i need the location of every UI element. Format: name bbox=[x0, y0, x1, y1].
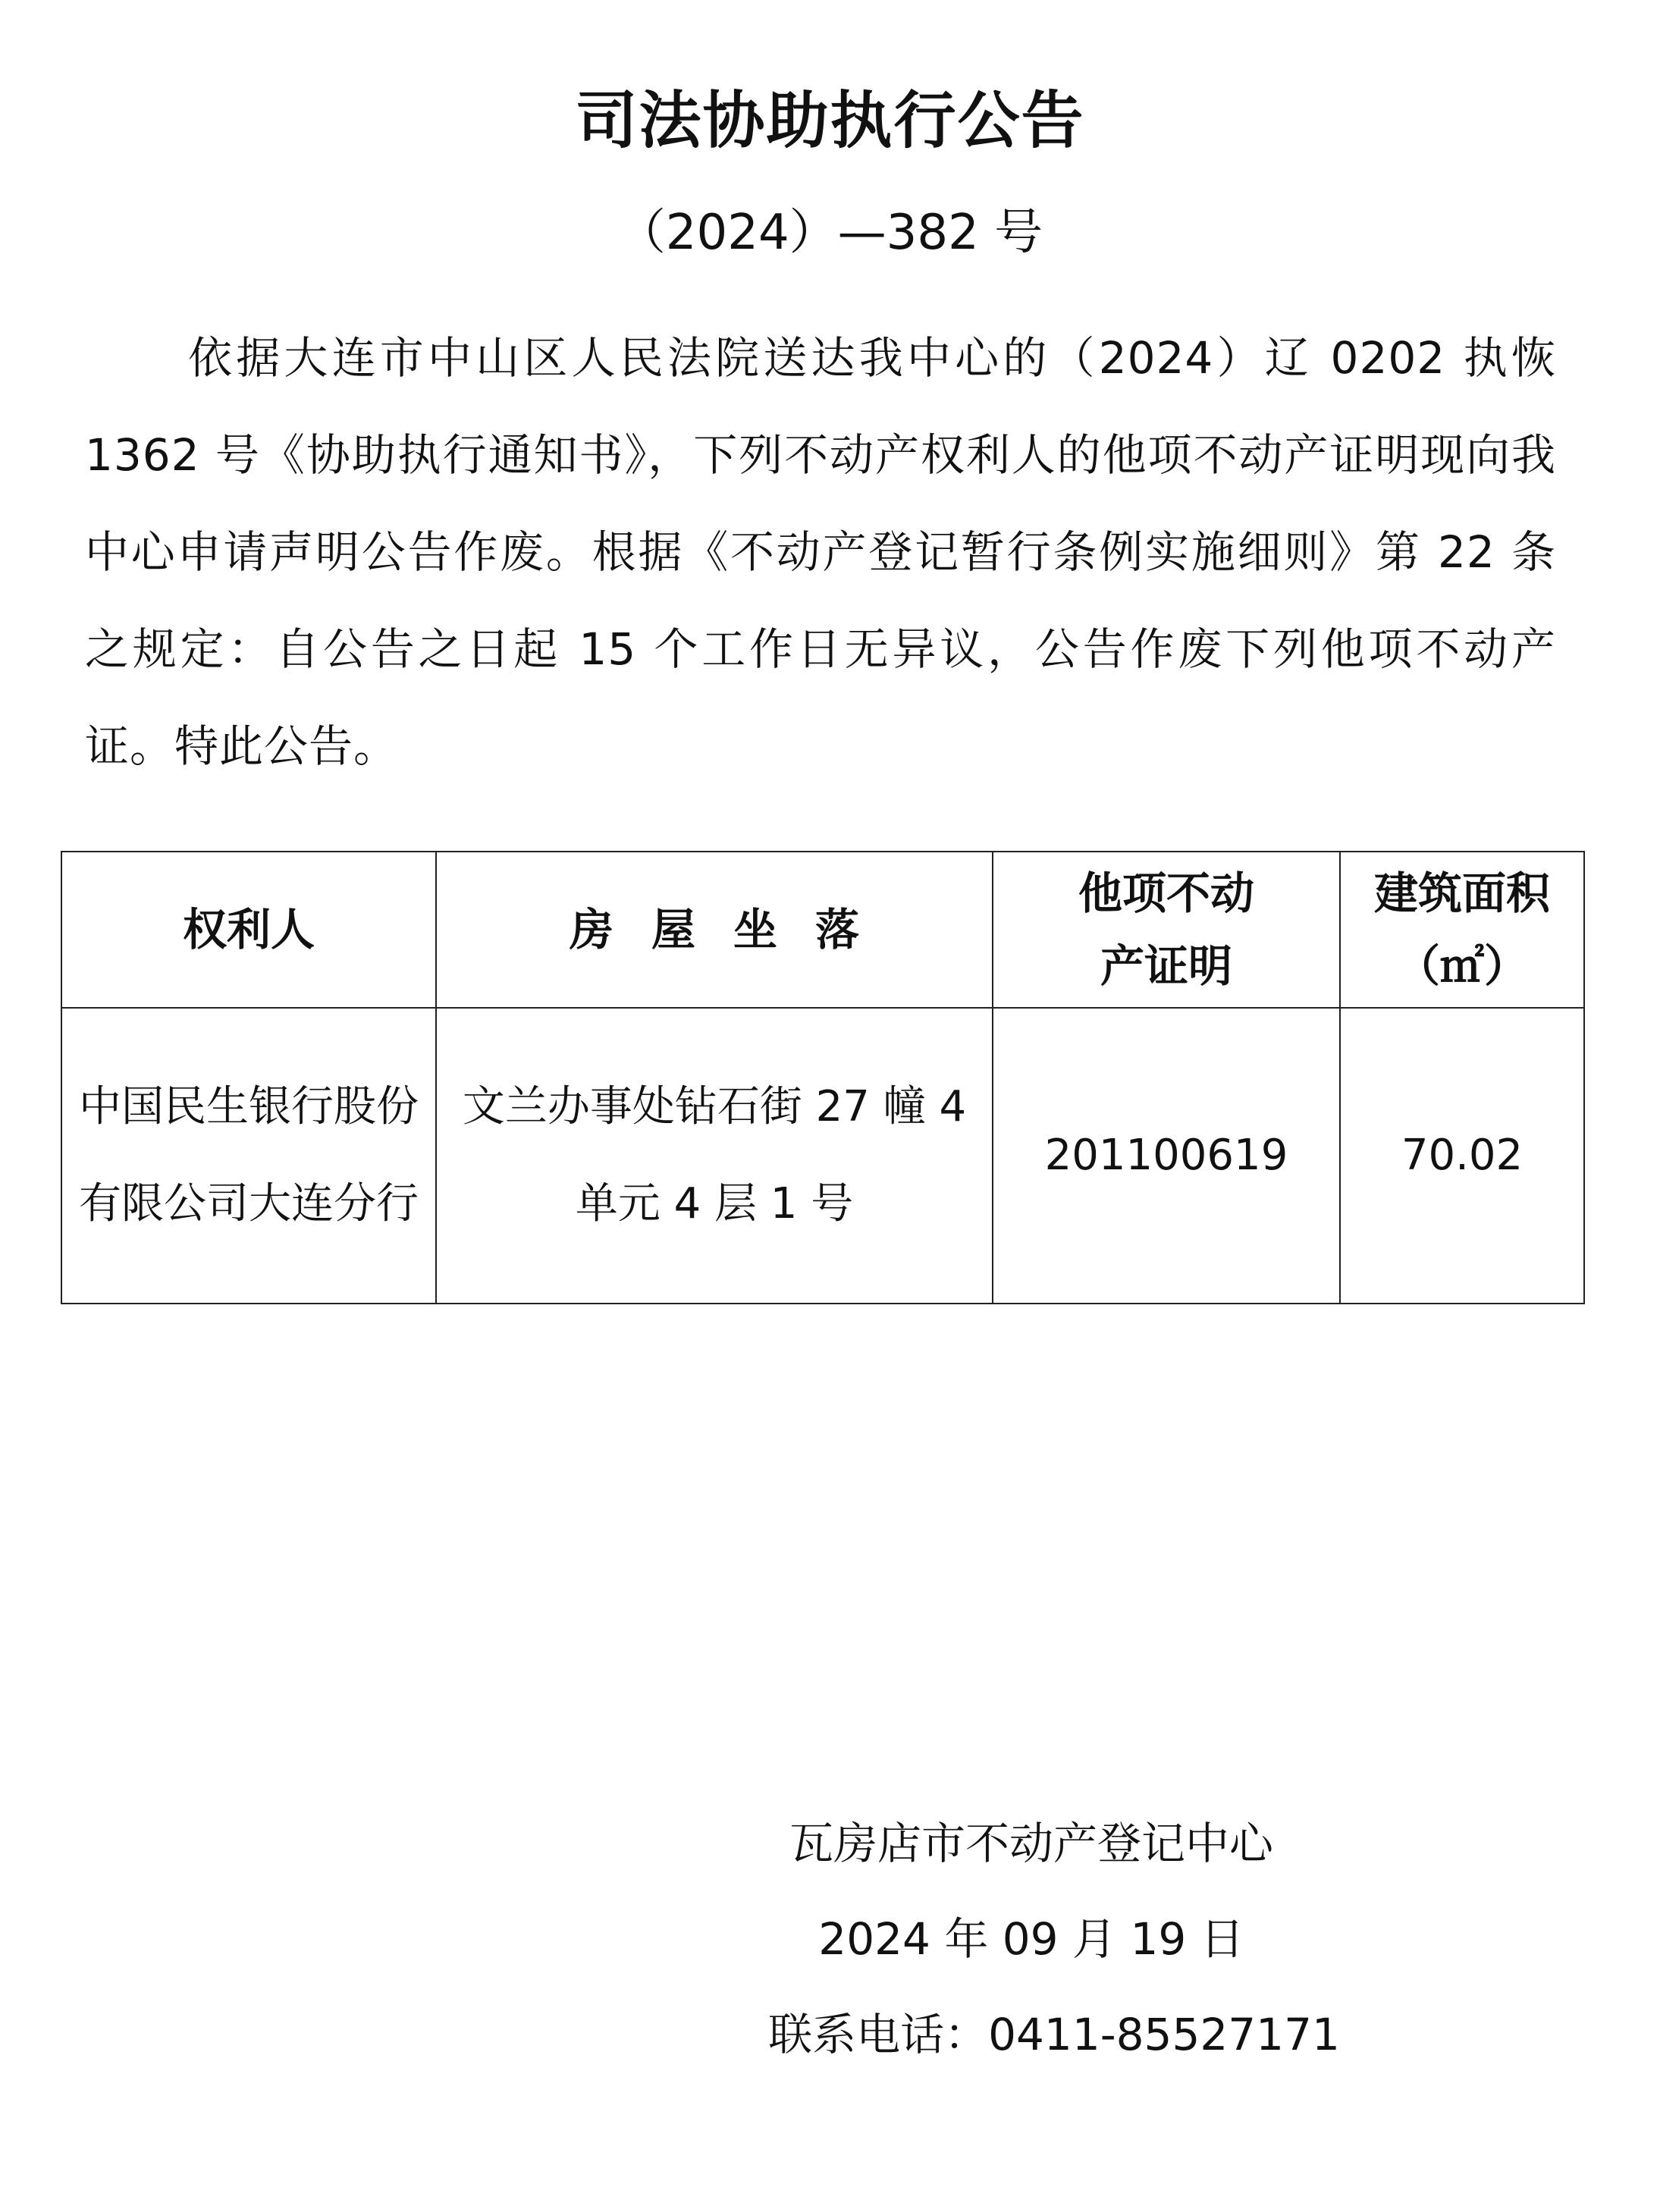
header-owner: 权利人 bbox=[61, 852, 436, 1008]
document-number: （2024）—382 号 bbox=[617, 205, 1043, 261]
certificate-table bbox=[61, 851, 1585, 1304]
certificate-cell: 201100619 bbox=[993, 1008, 1340, 1304]
header-area bbox=[1340, 852, 1584, 1008]
header-location: 房屋坐落 bbox=[436, 852, 993, 1008]
table-row bbox=[61, 1008, 1584, 1304]
page-title: 司法协助执行公告 bbox=[575, 85, 1085, 157]
table-header-row bbox=[61, 852, 1584, 1008]
owner-cell: 中国民生银行股份有限公司大连分行 bbox=[61, 1008, 436, 1304]
notice-footer bbox=[652, 1796, 1411, 2082]
location-cell: 文兰办事处钻石街 27 幢 4 单元 4 层 1 号 bbox=[436, 1008, 993, 1304]
header-area-line1: 建筑面积 bbox=[1373, 868, 1550, 919]
footer-organization: 瓦房店市不动产登记中心 bbox=[789, 1818, 1273, 1869]
area-cell: 70.02 bbox=[1340, 1008, 1584, 1304]
footer-date: 2024 年 09 月 19 日 bbox=[818, 1913, 1244, 1965]
header-area-line2: （㎡） bbox=[1395, 940, 1528, 992]
header-certificate bbox=[993, 852, 1340, 1008]
header-certificate-line1: 他项不动 bbox=[1078, 868, 1254, 919]
notice-body-text: 依据大连市中山区人民法院送达我中心的（2024）辽 0202 执恢 1362 号《协助执行通知书》，下列不动产权利人的他项不动产证明现向我中心申请声明公告作废。根据《不动产登记暂行条例实施细则》第 22 条之规定：自公告之日起 15 个工作日无异议，公告作废下列他项不动产证。特此公告。 bbox=[85, 332, 1556, 772]
footer-contact: 联系电话：0411-85527171 bbox=[768, 2009, 1340, 2060]
header-certificate-line2: 产证明 bbox=[1100, 940, 1232, 992]
